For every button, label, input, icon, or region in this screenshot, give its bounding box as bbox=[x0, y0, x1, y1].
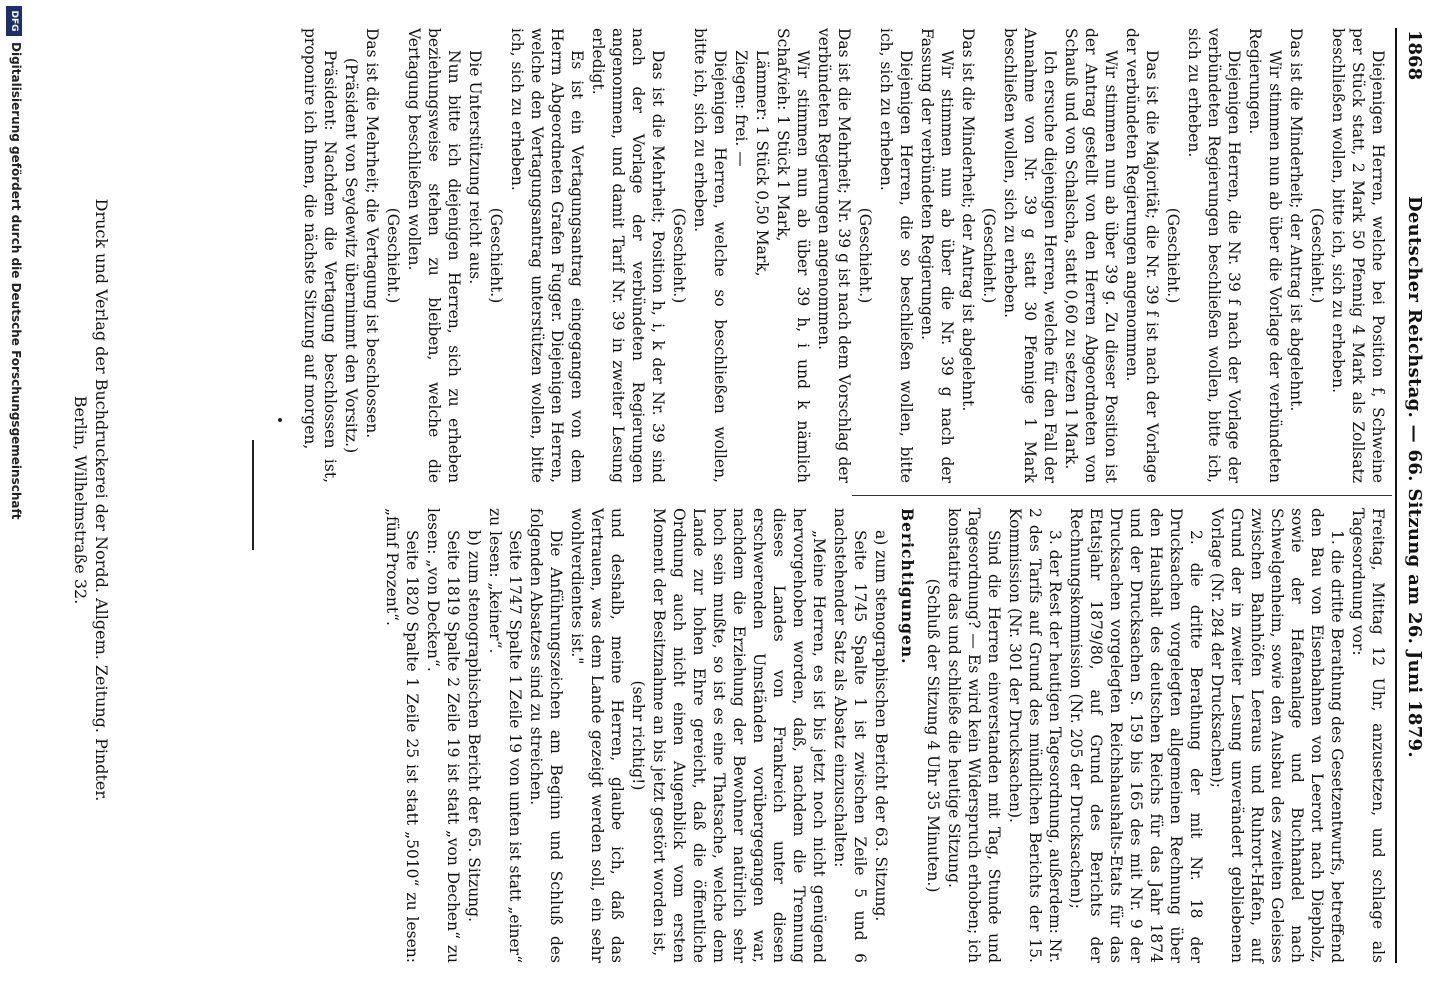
paragraph: „Meine Herren, es ist bis jetzt noch nicht genügend hervorgehoben worden, daß, nachdem die Trennung dieses Landes von Frankreich unter diesen erschwerenden Umständen vorübergegangen war, nachdem die Erziehung der Bewohner natürlich sehr hoch sein mußte, so ist es eine Thatsache, welche dem Lande zur hohen Ehre gereicht, daß die öffentliche Ordnung auch nicht einen Augenblick vom ersten Moment der Besitznahme an bis jetzt gestört worden ist, bbox=[650, 508, 828, 963]
paragraph: a) zum stenographischen Bericht der 63. Sitzung. bbox=[872, 530, 890, 922]
paragraph: (Geschieht.) bbox=[980, 207, 998, 304]
page-number: 1868 bbox=[1404, 30, 1425, 81]
left-text-column bbox=[299, 28, 1388, 483]
paragraph: (Präsident von Seydewitz übernimmt den Vorsitz.) bbox=[342, 57, 360, 454]
paragraph: (Geschieht.) bbox=[487, 207, 505, 304]
paragraph: Diejenigen Herren, die Nr. 39 f nach der Vorlage der verbündeten Regierungen beschließen wollen, bitte ich, sich zu erheben. bbox=[1185, 28, 1243, 483]
paragraph: Wir stimmen nun ab über die Nr. 39 g nach der Fassung der verbündeten Regierungen. bbox=[918, 28, 956, 483]
section-title: Berichtigungen. bbox=[898, 508, 917, 665]
paragraph: Das ist die Minderheit; der Antrag ist abgelehnt. bbox=[959, 28, 977, 412]
right-text-column bbox=[381, 508, 1388, 963]
paragraph: Freitag, Mittag 12 Uhr, anzusetzen, und schlage als Tagesordnung vor: bbox=[1349, 508, 1387, 963]
paragraph: Ich ersuche diejenigen Herren, welche für den Fall der Annahme von Nr. 39 g statt 30 Pfennige 1 Mark beschließen wollen, sich zu erheben. bbox=[1001, 28, 1059, 484]
paragraph: Diejenigen Herren, die so beschließen wollen, bitte ich, sich zu erheben. bbox=[877, 28, 915, 483]
paragraph: Lämmer: 1 Stück 0,50 Mark, bbox=[753, 50, 771, 277]
digitization-note: Digitalisierung gefördert durch die Deutsche Forschungsgemeinschaft bbox=[9, 42, 23, 520]
header-rule bbox=[1395, 28, 1397, 963]
imprint bbox=[70, 0, 112, 1000]
paragraph: Diejenigen Herren, welche bei Position f, Schweine per Stück statt, 2 Mark 50 Pfennig 4 Mark als Zollsatz beschließen wollen, bitte ich, sich zu erheben. bbox=[1329, 28, 1387, 483]
page-title: Deutscher Reichstag. — 66. Sitzung am 26. Juni 1879. bbox=[1404, 196, 1425, 758]
paragraph: (Geschieht.) bbox=[856, 207, 874, 304]
paragraph: Wir stimmen nun ab über die Vorlage der verbündeten Regierungen. bbox=[1246, 28, 1284, 483]
paragraph: Seite 1819 Spalte 2 Zeile 19 ist statt „von Dechen“ zu lesen: „von Decken“. bbox=[424, 508, 462, 963]
paragraph: Die Anführungszeichen am Beginn und Schluß des folgenden Absatzes sind zu streichen. bbox=[527, 508, 565, 963]
closing-rule bbox=[252, 440, 254, 550]
paragraph: Seite 1745 Spalte 1 ist zwischen Zeile 5 und 6 nachstehender Satz als Absatz einzuschalten: bbox=[831, 508, 869, 963]
paragraph: Sind die Herren einverstanden mit Tag, Stunde und Tagesordnung? — Es wird kein Widerspruch erhoben; ich konstatire das und schließe die heutige Sitzung. bbox=[945, 508, 1003, 963]
paragraph: Das ist die Majorität; die Nr. 39 f ist nach der Vorlage der verbündeten Regierungen angenommen. bbox=[1123, 28, 1161, 483]
paragraph: 1. die dritte Berathung des Gesetzentwurfs, betreffend den Bau von Eisenbahnen von Leerort nach Diepholz, sowie der Hafenanlage und Buchhandel nach Schwelgenheim, sowie den Ausbau des zweiten Geleises zwischen Bahnhöfen Leeraus und Ruhrort-Hafen, auf Grund der in zweiter Lesung unverändert gebliebenen Vorlage (Nr. 284 der Drucksachen); bbox=[1208, 508, 1346, 963]
paragraph: Seite 1820 Spalte 1 Zeile 25 ist statt „5010“ zu lesen: „fünf Prozent“. bbox=[383, 508, 421, 963]
paragraph: (Geschieht.) bbox=[670, 207, 688, 304]
paragraph: Das ist die Minderheit; der Antrag ist abgelehnt. bbox=[1287, 28, 1305, 412]
paragraph: b) zum stenographischen Bericht der 65. Sitzung. bbox=[465, 530, 483, 923]
paragraph: 2. die dritte Berathung der mit Nr. 18 der Drucksachen vorgelegten allgemeinen Rechnung über den Haushalt des deutschen Reichs für das Jahr 1874 und der Drucksachen S. 159 bis 165 des mit Nr. 9 der Drucksachen vorgelegten Reichshaushalts-Etats für das Etatsjahr 1879/80, auf Grund des Berichts der Rechnungskommission (Nr. 205 der Drucksachen); bbox=[1067, 508, 1205, 963]
paragraph: Das ist die Mehrheit; die Vertagung ist beschlossen. bbox=[363, 28, 381, 439]
imprint-line-1: Druck und Verlag der Buchdruckerei der Nordd. Allgem. Zeitung. Pindter. bbox=[92, 198, 111, 802]
dfg-logo: DFG bbox=[6, 6, 22, 36]
paragraph: (Geschieht.) bbox=[1164, 207, 1182, 304]
paragraph: und deshalb, meine Herren, glaube ich, daß das Vertrauen, was dem Lande gezeigt werden soll, ein sehr wohlverdientes ist." bbox=[568, 508, 626, 963]
paragraph: Wir stimmen nun ab über 39 g. Zu dieser Position ist der Antrag gestellt von den Herren Abgeordneten von Schauß und von Schalscha, statt 0,60 zu setzen 1 Mark. bbox=[1062, 28, 1120, 483]
paragraph: Das ist die Mehrheit; Position h, i, k der Nr. 39 sind nach der Vorlage der verbündeten Regierungen angenommen, und damit Tarif Nr. 39 in zweiter Lesung erledigt. bbox=[589, 28, 667, 483]
imprint-line-2: Berlin, Wilhelmstraße 32. bbox=[71, 395, 90, 605]
paragraph: Nun bitte ich diejenigen Herren, sich zu erheben beziehungsweise stehen zu bleiben, welche die Vertagung beschließen wollen. bbox=[405, 28, 463, 483]
paragraph: Ziegen: frei. — bbox=[732, 50, 750, 167]
paragraph: Es ist ein Vertagungsantrag eingegangen von dem Herrn Abgeordneten Grafen Fugger. Diejenigen Herren, welche den Vertagungsantrag unterstützen wollen, bitte ich, sich zu erheben. bbox=[508, 28, 586, 483]
digitization-footer bbox=[0, 0, 27, 1000]
paragraph: (Geschieht.) bbox=[384, 207, 402, 304]
column-separator bbox=[852, 495, 1392, 496]
paragraph: Das ist die Mehrheit; Nr. 39 g ist nach dem Vorschlag der verbündeten Regierungen angenommen. bbox=[815, 28, 853, 483]
paragraph: 3. der Rest der heutigen Tagesordnung, außerdem: Nr. 2 des Tarifs auf Grund des mündlichen Berichts der 15. Kommission (Nr. 301 der Drucksachen). bbox=[1006, 508, 1064, 963]
paragraph: Präsident: Nachdem die Vertagung beschlossen ist, proponire ich Ihnen, die nächste Sitzung auf morgen, bbox=[301, 28, 339, 483]
paragraph: Die Unterstützung reicht aus. bbox=[466, 50, 484, 285]
paragraph: (sehr richtig!) bbox=[629, 680, 647, 791]
ink-dot bbox=[278, 418, 282, 422]
paragraph: (Schluß der Sitzung 4 Uhr 35 Minuten.) bbox=[924, 578, 942, 893]
paragraph: Diejenigen Herren, welche so beschließen wollen, bitte ich, sich zu erheben. bbox=[691, 28, 729, 483]
paragraph: Wir stimmen nun ab über 39 h, i und k nämlich Schafvieh: 1 Stück 1 Mark, bbox=[774, 28, 812, 483]
paragraph: Seite 1747 Spalte 1 Zeile 19 von unten ist statt „einer“ zu lesen: „keiner“. bbox=[486, 508, 524, 963]
paragraph: (Geschieht.) bbox=[1308, 207, 1326, 304]
page-header bbox=[1392, 0, 1432, 1000]
